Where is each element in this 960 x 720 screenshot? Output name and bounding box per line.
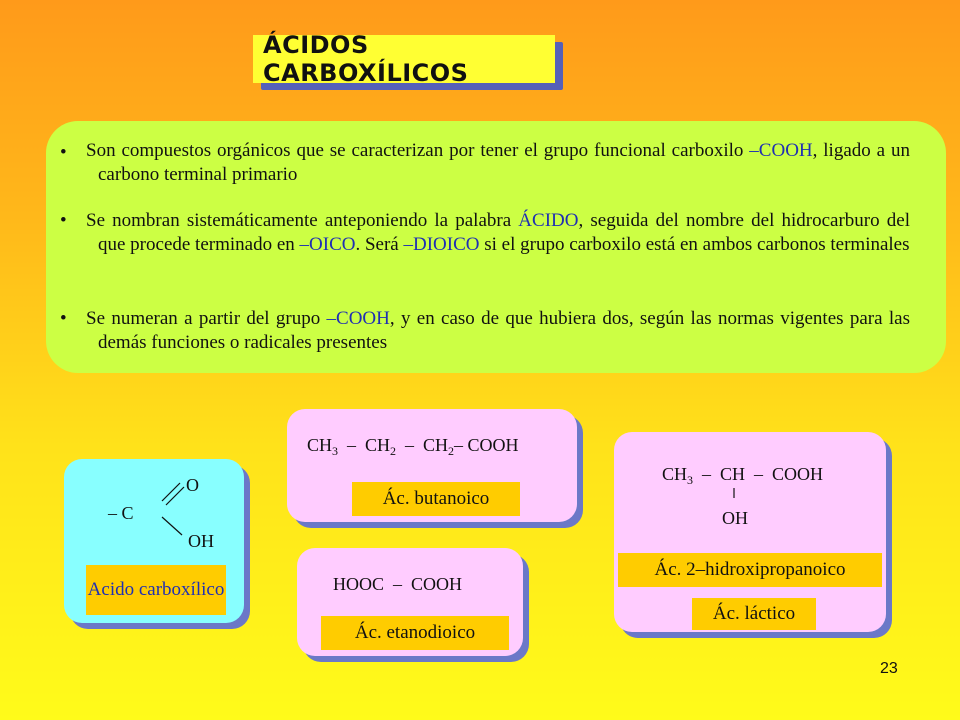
definitions-panel	[46, 121, 946, 373]
carbon-atom: – C	[108, 503, 134, 523]
bullet2-text-mid: , seguida del nombre del hidrocarburo del que procede terminado en	[98, 210, 910, 255]
dioico-term: –DIOICO	[403, 234, 480, 255]
hydroxyl-group: OH	[188, 531, 214, 551]
bullet-naming	[60, 209, 910, 257]
bullet1-text: Son compuestos orgánicos que se caracterizan por tener el grupo funcional carboxilo	[86, 140, 750, 161]
page-title: ÁCIDOS CARBOXÍLICOS	[263, 31, 469, 87]
card-generic-acid	[64, 459, 244, 623]
lactic-common-label: Ác. láctico	[692, 598, 816, 630]
bond-line-icon	[732, 488, 736, 500]
lactic-systematic-label: Ác. 2–hidroxipropanoico	[618, 553, 882, 587]
oico-term: –OICO	[299, 234, 356, 255]
bullet-numbering	[60, 307, 910, 355]
cooh-term: –COOH	[326, 308, 390, 329]
butanoic-formula: $CH_3 - CH_2 - CH_2-$ COOH	[307, 435, 519, 458]
page-number: 23	[880, 660, 898, 677]
bullet2-text-end: si el grupo carboxilo está en ambos carbonos terminales	[479, 234, 910, 255]
card-ethanedioic-acid	[297, 548, 523, 656]
bullet-dot-icon: •	[60, 142, 67, 163]
bullet-definition	[60, 139, 910, 187]
bullet2-text-mid2: . Será	[355, 234, 404, 255]
bullet-dot-icon: •	[60, 210, 67, 231]
card-butanoic-acid	[287, 409, 577, 522]
card-lactic-acid	[614, 432, 886, 632]
bullet1-text-end: , ligado a un carbono terminal primario	[98, 140, 910, 185]
oxygen-atom: O	[186, 475, 199, 495]
generic-acid-label: Acido carboxílico	[86, 565, 226, 615]
cooh-term: –COOH	[749, 140, 813, 161]
ethanedioic-formula: HOOC – COOH	[333, 574, 463, 594]
acido-term: ÁCIDO	[518, 210, 579, 231]
lactic-formula: $CH_3$ – CH – COOH	[662, 464, 824, 487]
bullet2-text: Se nombran sistemáticamente anteponiendo la palabra	[86, 210, 519, 231]
bullet3-text: Se numeran a partir del grupo	[86, 308, 327, 329]
bullet-dot-icon: •	[60, 308, 67, 329]
ethanedioic-label: Ác. etanodioico	[321, 616, 509, 650]
title-box	[253, 31, 555, 87]
lactic-hydroxyl: OH	[722, 508, 748, 528]
bullet3-text-end: , y en caso de que hubiera dos, según las normas vigentes para las demás funciones o radicales presentes	[98, 308, 910, 353]
butanoic-label: Ác. butanoico	[352, 482, 520, 516]
bond-lines-icon	[152, 479, 192, 543]
